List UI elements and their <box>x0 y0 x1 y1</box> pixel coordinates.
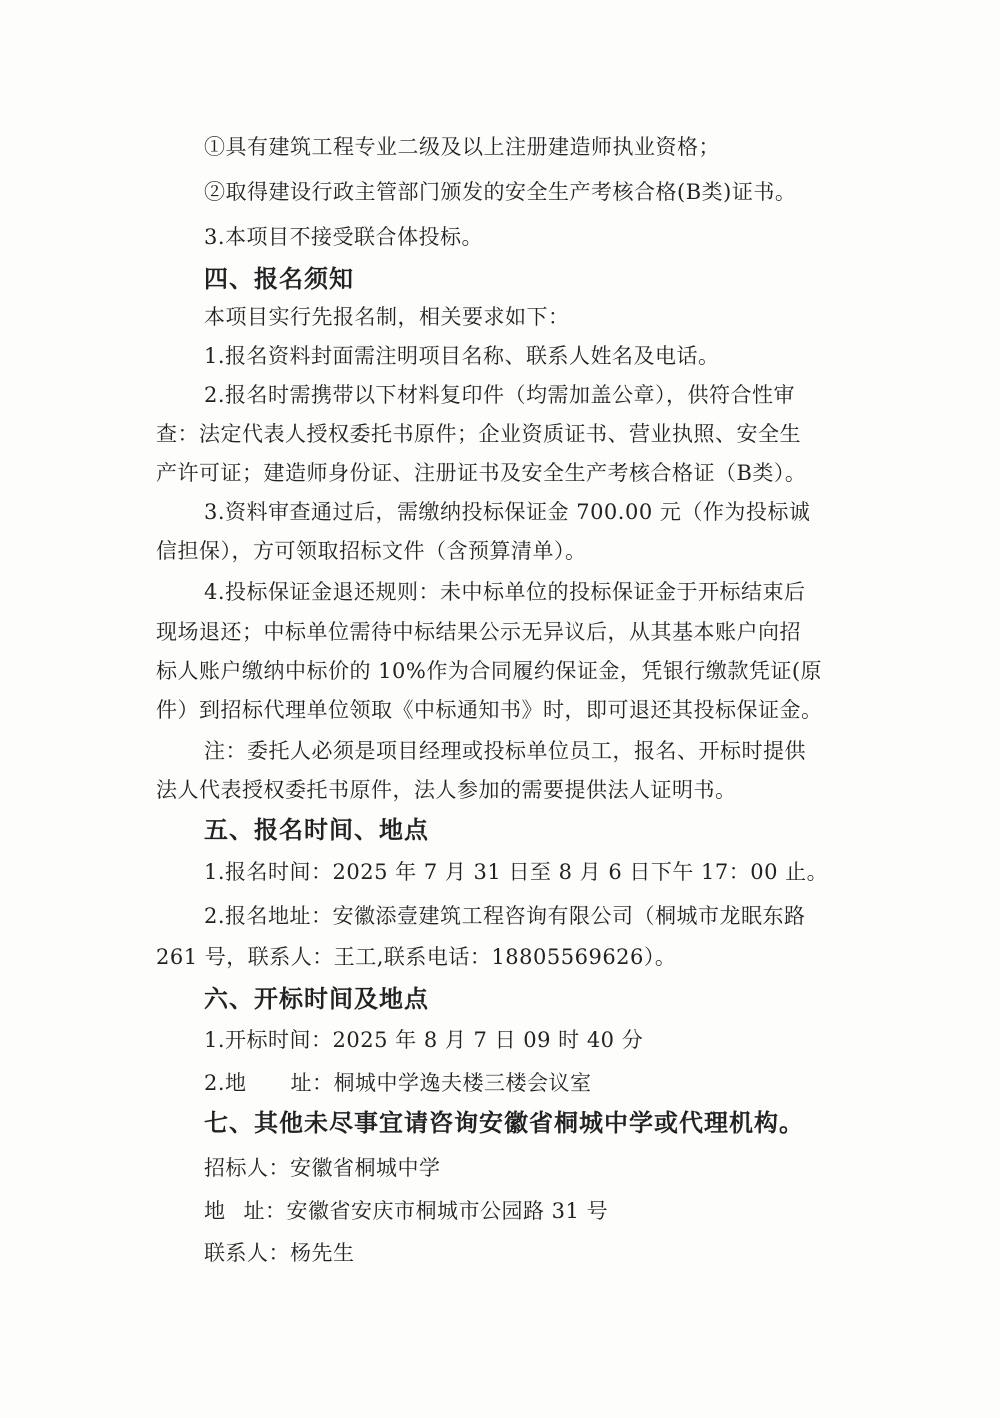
note-line-2: 法人代表授权委托书原件，法人参加的需要提供法人证明书。 <box>156 778 737 802</box>
registration-req-4-line-1: 4.投标保证金退还规则：未中标单位的投标保证金于开标结束后 <box>204 580 806 604</box>
opening-time: 1.开标时间：2025 年 8 月 7 日 09 时 40 分 <box>204 1028 644 1052</box>
tenderer-address <box>204 1196 608 1226</box>
registration-req-4-line-3: 标人账户缴纳中标价的 10%作为合同履约保证金，凭银行缴款凭证(原 <box>156 659 823 683</box>
registration-address-line-1: 2.报名地址：安徽添壹建筑工程咨询有限公司（桐城市龙眠东路 <box>204 904 806 928</box>
tenderer-address-value: 址：安徽省安庆市桐城市公园路 31 号 <box>243 1199 609 1223</box>
tenderer-contact: 联系人：杨先生 <box>204 1241 355 1265</box>
registration-req-2-line-1: 2.报名时需携带以下材料复印件（均需加盖公章），供符合性审 <box>204 383 796 407</box>
registration-req-2-line-2: 查：法定代表人授权委托书原件；企业资质证书、营业执照、安全生 <box>156 422 801 446</box>
opening-location-value: 址：桐城中学逸夫楼三楼会议室 <box>290 1071 592 1095</box>
section-heading-7: 七、其他未尽事宜请咨询安徽省桐城中学或代理机构。 <box>204 1109 804 1137</box>
registration-req-1: 1.报名资料封面需注明项目名称、联系人姓名及电话。 <box>204 344 720 368</box>
opening-location <box>204 1068 592 1098</box>
registration-intro: 本项目实行先报名制，相关要求如下： <box>204 305 570 329</box>
registration-req-3-line-1: 3.资料审查通过后，需缴纳投标保证金 700.00 元（作为投标诚 <box>204 500 811 524</box>
registration-req-3-line-2: 信担保），方可领取招标文件（含预算清单）。 <box>156 539 587 563</box>
section-heading-6: 六、开标时间及地点 <box>204 985 429 1013</box>
section-heading-4: 四、报名须知 <box>204 265 354 293</box>
registration-req-2-line-3: 产许可证；建造师身份证、注册证书及安全生产考核合格证（B类）。 <box>156 461 807 485</box>
registration-address-line-2: 261 号，联系人：王工,联系电话：18805569626）。 <box>156 945 677 969</box>
tenderer-address-prefix: 地 <box>204 1199 226 1223</box>
note-line-1: 注：委托人必须是项目经理或投标单位员工，报名、开标时提供 <box>204 739 806 763</box>
opening-location-prefix: 2.地 <box>204 1071 247 1095</box>
registration-req-4-line-2: 现场退还；中标单位需待中标结果公示无异议后，从其基本账户向招 <box>156 620 801 644</box>
qualification-item-1: ①具有建筑工程专业二级及以上注册建造师执业资格； <box>204 135 720 159</box>
registration-time: 1.报名时间：2025 年 7 月 31 日至 8 月 6 日下午 17：00 止。 <box>204 860 829 884</box>
tenderer-name: 招标人：安徽省桐城中学 <box>204 1156 441 1180</box>
qualification-item-2: ②取得建设行政主管部门颁发的安全生产考核合格(B类)证书。 <box>204 180 797 204</box>
no-joint-bid-line: 3.本项目不接受联合体投标。 <box>204 225 484 249</box>
section-heading-5: 五、报名时间、地点 <box>204 816 429 844</box>
registration-req-4-line-4: 件）到招标代理单位领取《中标通知书》时，即可退还其投标保证金。 <box>156 698 823 722</box>
